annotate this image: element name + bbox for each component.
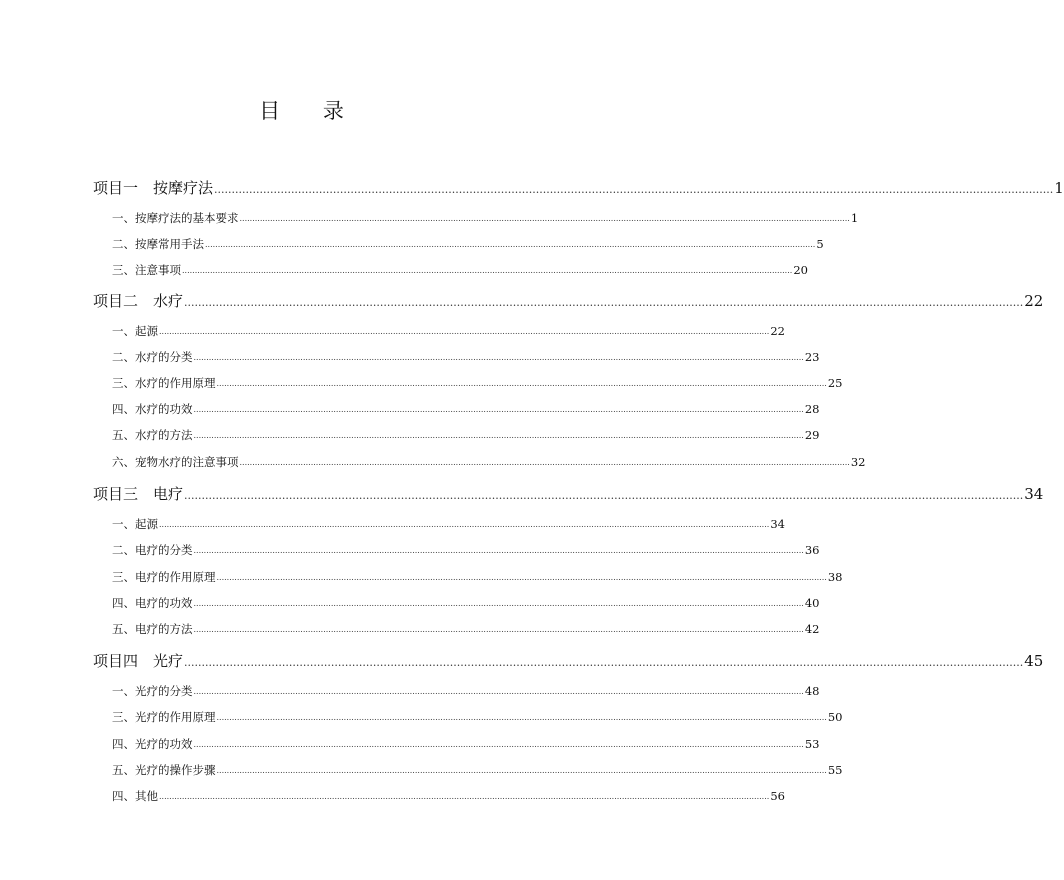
toc-section[interactable] [112,323,785,339]
dot-leader: ................................................................................................................................................................................................................................................ [193,599,804,608]
toc-chapter-3[interactable] [93,484,1044,504]
toc-page-number: 22 [770,324,785,338]
toc-section-label: 一、按摩疗法的基本要求 [112,211,239,225]
toc-chapter-label: 项目二 水疗 [93,292,184,310]
toc-chapter-4[interactable] [93,651,1044,671]
toc-section-label: 四、其他 [112,789,158,803]
toc-section-label: 一、起源 [112,324,158,338]
toc-page-number: 53 [804,737,820,751]
toc-chapter-label: 项目四 光疗 [93,652,184,670]
toc-section-label: 二、水疗的分类 [112,350,193,364]
dot-leader: ................................................................................................................................................................................................................................................ [193,625,804,634]
toc-section-label: 五、光疗的操作步骤 [112,763,216,777]
toc-page-number: 55 [827,763,843,777]
toc-chapter-1[interactable] [93,178,1064,198]
dot-leader: ................................................................................................................................................................................................................................................ [216,379,827,388]
toc-page-number: 40 [804,596,820,610]
toc-page-number: 28 [804,402,820,416]
toc-page-number: 25 [827,376,843,390]
dot-leader: ................................................................................................................................................................................................................................................ [216,766,827,775]
toc-section[interactable] [112,595,820,611]
dot-leader: ................................................................................................................................................................................................................................................ [182,266,793,275]
toc-section[interactable] [112,454,866,470]
toc-section[interactable] [112,349,820,365]
toc-section[interactable] [112,788,785,804]
toc-page-number: 48 [804,684,820,698]
dot-leader: ................................................................................................................................................................................................................................................ [205,240,816,249]
toc-section-label: 五、水疗的方法 [112,428,193,442]
toc-page-number: 32 [850,455,866,469]
dot-leader: ................................................................................................................................................................................................................................................ [216,713,827,722]
dot-leader: ................................................................................................................................................................................................................................................ [216,573,827,582]
dot-leader: ................................................................................................................................................................................................................................................ [193,687,804,696]
toc-section-label: 一、光疗的分类 [112,684,193,698]
toc-section[interactable] [112,516,785,532]
dot-leader: ................................................................................................................................................................................................................................................ [193,740,804,749]
toc-section[interactable] [112,427,820,443]
toc-section-label: 四、电疗的功效 [112,596,193,610]
toc-page-number: 42 [804,622,820,636]
toc-page-number: 1 [850,211,859,225]
dot-leader: ................................................................................................................................................................................................................................................ [159,520,770,529]
toc-section[interactable] [112,621,820,637]
toc-section[interactable] [112,210,859,226]
toc-section-label: 五、电疗的方法 [112,622,193,636]
toc-section[interactable] [112,683,820,699]
dot-leader: ................................................................................................................................................................................................................................................ [184,489,1024,502]
toc-section[interactable] [112,542,820,558]
dot-leader: ................................................................................................................................................................................................................................................ [214,183,1054,196]
toc-section[interactable] [112,236,824,252]
toc-section-label: 三、水疗的作用原理 [112,376,216,390]
toc-section-label: 三、光疗的作用原理 [112,710,216,724]
toc-page-number: 36 [804,543,820,557]
dot-leader: ................................................................................................................................................................................................................................................ [193,431,804,440]
toc-chapter-label: 项目三 电疗 [93,485,184,503]
toc-section[interactable] [112,762,843,778]
toc-section[interactable] [112,262,808,278]
dot-leader: ................................................................................................................................................................................................................................................ [184,296,1024,309]
toc-section[interactable] [112,401,820,417]
toc-page-number: 1 [1054,179,1064,197]
toc-chapter-2[interactable] [93,291,1044,311]
dot-leader: ................................................................................................................................................................................................................................................ [159,792,770,801]
toc-section[interactable] [112,569,843,585]
toc-page-number: 23 [804,350,820,364]
toc-section[interactable] [112,736,820,752]
dot-leader: ................................................................................................................................................................................................................................................ [184,656,1024,669]
toc-chapter-label: 项目一 按摩疗法 [93,179,214,197]
dot-leader: ................................................................................................................................................................................................................................................ [193,405,804,414]
dot-leader: ................................................................................................................................................................................................................................................ [159,327,770,336]
toc-section-label: 四、水疗的功效 [112,402,193,416]
dot-leader: ................................................................................................................................................................................................................................................ [193,546,804,555]
toc-section-label: 二、按摩常用手法 [112,237,204,251]
toc-page-number: 29 [804,428,820,442]
toc-section[interactable] [112,375,843,391]
dot-leader: ................................................................................................................................................................................................................................................ [193,353,804,362]
toc-page-number: 22 [1024,292,1044,310]
toc-section[interactable] [112,709,843,725]
toc-section-label: 四、光疗的功效 [112,737,193,751]
toc-page-number: 34 [770,517,785,531]
toc-section-label: 三、电疗的作用原理 [112,570,216,584]
dot-leader: ................................................................................................................................................................................................................................................ [239,214,850,223]
toc-page-number: 45 [1024,652,1044,670]
toc-section-label: 六、宠物水疗的注意事项 [112,455,239,469]
toc-page-number: 20 [793,263,808,277]
toc-page-number: 5 [816,237,824,251]
toc-page-number: 38 [827,570,843,584]
dot-leader: ................................................................................................................................................................................................................................................ [239,458,850,467]
toc-page-number: 34 [1024,485,1044,503]
toc-section-label: 一、起源 [112,517,158,531]
toc-section-label: 三、注意事项 [112,263,181,277]
page-title: 目 录 [259,99,362,123]
toc-page-number: 50 [827,710,843,724]
toc-page-number: 56 [770,789,785,803]
toc-section-label: 二、电疗的分类 [112,543,193,557]
